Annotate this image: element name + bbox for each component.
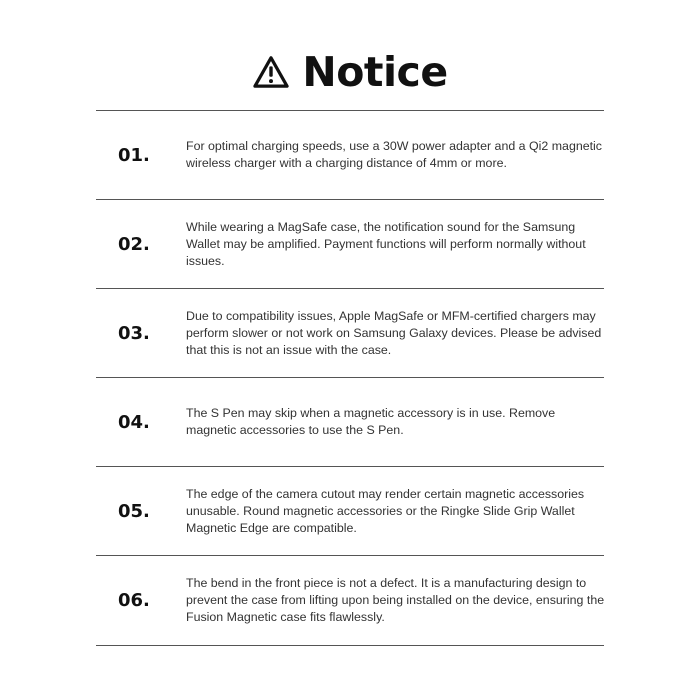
notice-item-03 bbox=[96, 288, 604, 377]
notice-text: The edge of the camera cutout may render certain magnetic accessories unusable. Round magnetic accessories or the Ringke Slide Grip Wallet Magnetic Edge are compatible. bbox=[186, 486, 585, 535]
notice-number: 05. bbox=[118, 500, 150, 522]
notice-number: 01. bbox=[118, 144, 150, 166]
warning-triangle-icon bbox=[252, 55, 290, 89]
notice-item-01 bbox=[96, 110, 604, 199]
notice-item-05 bbox=[96, 466, 604, 555]
notice-item-02 bbox=[96, 199, 604, 288]
notice-text: The S Pen may skip when a magnetic accessory is in use. Remove magnetic accessories to use the S Pen. bbox=[186, 406, 556, 437]
notice-item-04 bbox=[96, 377, 604, 466]
page-title: Notice bbox=[302, 48, 448, 96]
notice-item-06 bbox=[96, 555, 604, 646]
notice-text: Due to compatibility issues, Apple MagSafe or MFM-certified chargers may perform slower or not work on Samsung Galaxy devices. Please be advised that this is not an issue with the case. bbox=[186, 308, 602, 357]
notice-text: For optimal charging speeds, use a 30W power adapter and a Qi2 magnetic wireless charger with a charging distance of 4mm or more. bbox=[186, 139, 603, 170]
notice-number: 04. bbox=[118, 411, 150, 433]
notice-text: The bend in the front piece is not a defect. It is a manufacturing design to prevent the case from lifting upon being installed on the device, ensuring the Fusion Magnetic case fits flawlessly. bbox=[186, 576, 605, 624]
notice-list bbox=[96, 110, 604, 646]
notice-number: 06. bbox=[118, 590, 150, 611]
notice-header bbox=[0, 44, 700, 100]
notice-number: 02. bbox=[118, 233, 150, 255]
notice-text: While wearing a MagSafe case, the notification sound for the Samsung Wallet may be amplified. Payment functions will perform normally without issues. bbox=[186, 219, 586, 268]
notice-number: 03. bbox=[118, 322, 150, 344]
